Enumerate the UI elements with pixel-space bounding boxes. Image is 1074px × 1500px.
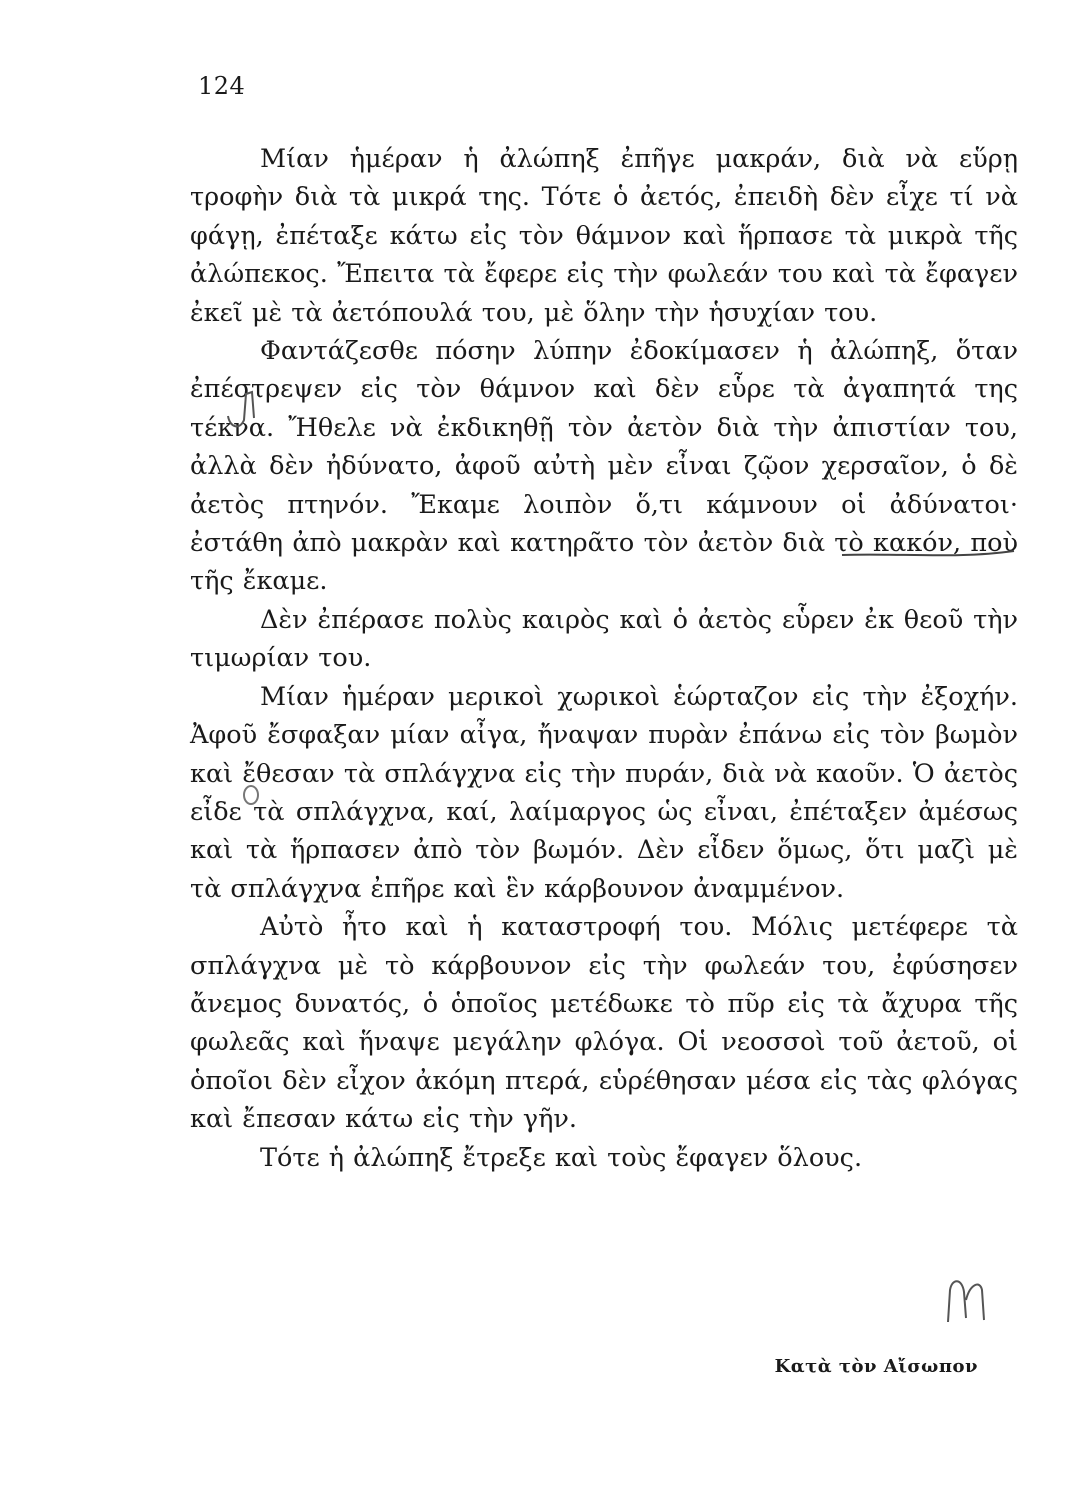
paragraph-3: Δὲν ἐπέρασε πολὺς καιρὸς καὶ ὁ ἀετὸς εὗρεν ἐκ θεοῦ τὴν τιμωρίαν του. bbox=[190, 604, 1018, 674]
page-number: 124 bbox=[198, 72, 246, 100]
paragraph-1: Μίαν ἡμέραν ἡ ἀλώπηξ ἐπῆγε μακράν, διὰ νὰ εὕρῃ τροφὴν διὰ τὰ μικρά της. Τότε ὁ ἀετός, ἐπειδὴ δὲν εἶχε τί νὰ φάγῃ, ἐπέταξε κάτω εἰς τὸν θάμνον καὶ ἥρπασε τὰ μικρὰ τῆς ἀλώπεκος. Ἔπειτα τὰ ἔφερε εἰς τὴν φωλεάν του καὶ τὰ ἔφαγεν ἐκεῖ μὲ τὰ ἀετόπουλά του, μὲ ὅλην τὴν ἡσυχίαν του. bbox=[190, 144, 1018, 328]
story-text bbox=[190, 140, 1018, 1177]
paragraph-2: Φαντάζεσθε πόσην λύπην ἐδοκίμασεν ἡ ἀλώπηξ, ὅταν ἐπέστρεψεν εἰς τὸν θάμνον καὶ δὲν εὗρε τὰ ἀγαπητά της τέκνα. Ἤθελε νὰ ἐκδικηθῇ τὸν ἀετὸν διὰ τὴν ἀπιστίαν του, ἀλλὰ δὲν ἠδύνατο, ἀφοῦ αὐτὴ μὲν εἶναι ζῷον χερσαῖον, ὁ δὲ ἀετὸς πτηνόν. Ἔκαμε λοιπὸν ὅ,τι κάμνουν οἱ ἀδύνατοι· ἐστάθη ἀπὸ μακρὰν καὶ κατηρᾶτο τὸν ἀετὸν διὰ τὸ κακόν, ποὺ τῆς ἔκαμε. bbox=[190, 336, 1018, 597]
paragraph-5: Αὐτὸ ἦτο καὶ ἡ καταστροφή του. Μόλις μετέφερε τὰ σπλάγχνα μὲ τὸ κάρβουνον εἰς τὴν φωλεάν του, ἐφύσησεν ἄνεμος δυνατός, ὁ ὁποῖος μετέδωκε τὸ πῦρ εἰς τὰ ἄχυρα τῆς φωλεᾶς καὶ ἥναψε μεγάλην φλόγα. Οἱ νεοσσοὶ τοῦ ἀετοῦ, οἱ ὁποῖοι δὲν εἶχον ἀκόμη πτερά, εὑρέθησαν μέσα εἰς τὰς φλόγας καὶ ἔπεσαν κάτω εἰς τὴν γῆν. bbox=[190, 912, 1018, 1135]
pen-mark-scribble-icon bbox=[940, 1270, 990, 1330]
paragraph-6: Τότε ἡ ἀλώπηξ ἔτρεξε καὶ τοὺς ἔφαγεν ὅλους. bbox=[260, 1142, 863, 1173]
attribution: Κατὰ τὸν Αἴσωπον bbox=[774, 1356, 978, 1377]
paragraph-4: Μίαν ἡμέραν μερικοὶ χωρικοὶ ἑώρταζον εἰς τὴν ἐξοχήν. Ἀφοῦ ἔσφαξαν μίαν αἶγα, ἤναψαν πυρὰν ἐπάνω εἰς τὸν βωμὸν καὶ ἔθεσαν τὰ σπλάγχνα εἰς τὴν πυράν, διὰ νὰ καοῦν. Ὁ ἀετὸς εἶδε τὰ σπλάγχνα, καί, λαίμαργος ὡς εἶναι, ἐπέταξεν ἀμέσως καὶ τὰ ἥρπασεν ἀπὸ τὸν βωμόν. Δὲν εἶδεν ὅμως, ὅτι μαζὶ μὲ τὰ σπλάγχνα ἐπῆρε καὶ ἓν κάρβουνον ἀναμμένον. bbox=[190, 681, 1018, 904]
